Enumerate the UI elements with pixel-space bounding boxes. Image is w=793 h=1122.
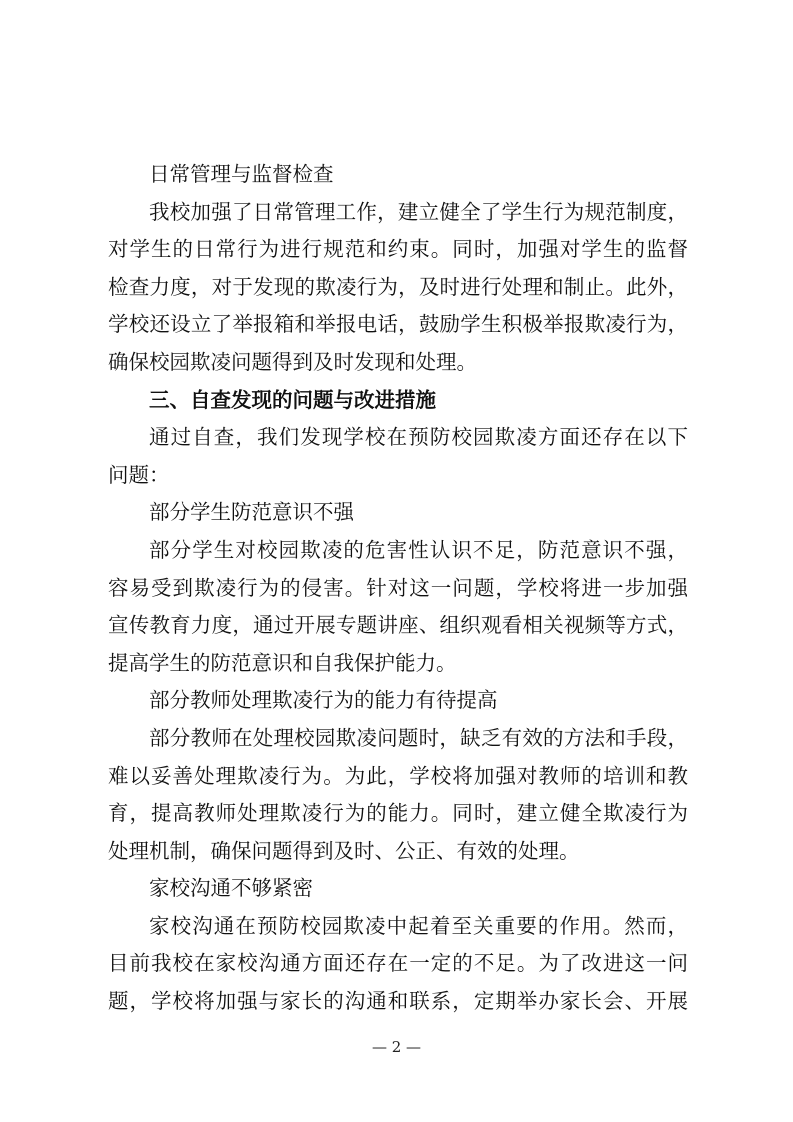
subheading: 部分教师处理欺凌行为的能力有待提高	[149, 688, 498, 713]
paragraph-line: 问题：	[108, 462, 170, 487]
paragraph-line: 部分教师在处理校园欺凌问题时，缺乏有效的方法和手段，	[149, 725, 688, 750]
paragraph-line: 通过自查，我们发现学校在预防校园欺凌方面还存在以下	[149, 425, 688, 450]
paragraph-line: 处理机制，确保问题得到及时、公正、有效的处理。	[108, 838, 580, 863]
subheading: 日常管理与监督检查	[149, 162, 334, 186]
paragraph-line: 检查力度，对于发现的欺凌行为，及时进行处理和制止。此外，	[108, 274, 688, 299]
page-number: — 2 —	[371, 1038, 422, 1056]
paragraph-line: 目前我校在家校沟通方面还存在一定的不足。为了改进这一问	[108, 951, 688, 976]
subheading: 部分学生防范意识不强	[149, 500, 354, 525]
paragraph-line: 家校沟通在预防校园欺凌中起着至关重要的作用。然而，	[149, 913, 688, 938]
paragraph-line: 对学生的日常行为进行规范和约束。同时，加强对学生的监督	[108, 237, 688, 262]
paragraph-line: 难以妥善处理欺凌行为。为此，学校将加强对教师的培训和教	[108, 763, 688, 788]
paragraph-line: 提高学生的防范意识和自我保护能力。	[108, 650, 457, 675]
section-heading: 三、自查发现的问题与改进措施	[149, 387, 436, 412]
paragraph-line: 容易受到欺凌行为的侵害。针对这一问题，学校将进一步加强	[108, 575, 688, 600]
paragraph-line: 宣传教育力度，通过开展专题讲座、组织观看相关视频等方式，	[108, 613, 688, 638]
paragraph-line: 育，提高教师处理欺凌行为的能力。同时，建立健全欺凌行为	[108, 801, 688, 826]
paragraph-line: 我校加强了日常管理工作，建立健全了学生行为规范制度，	[149, 199, 688, 224]
paragraph-line: 学校还设立了举报箱和举报电话，鼓励学生积极举报欺凌行为，	[108, 312, 688, 337]
subheading: 家校沟通不够紧密	[149, 876, 313, 901]
paragraph-line: 部分学生对校园欺凌的危害性认识不足，防范意识不强，	[149, 537, 688, 562]
paragraph-line: 确保校园欺凌问题得到及时发现和处理。	[108, 349, 477, 374]
document-body	[108, 156, 688, 1021]
paragraph-line: 题，学校将加强与家长的沟通和联系，定期举办家长会、开展	[108, 989, 688, 1014]
